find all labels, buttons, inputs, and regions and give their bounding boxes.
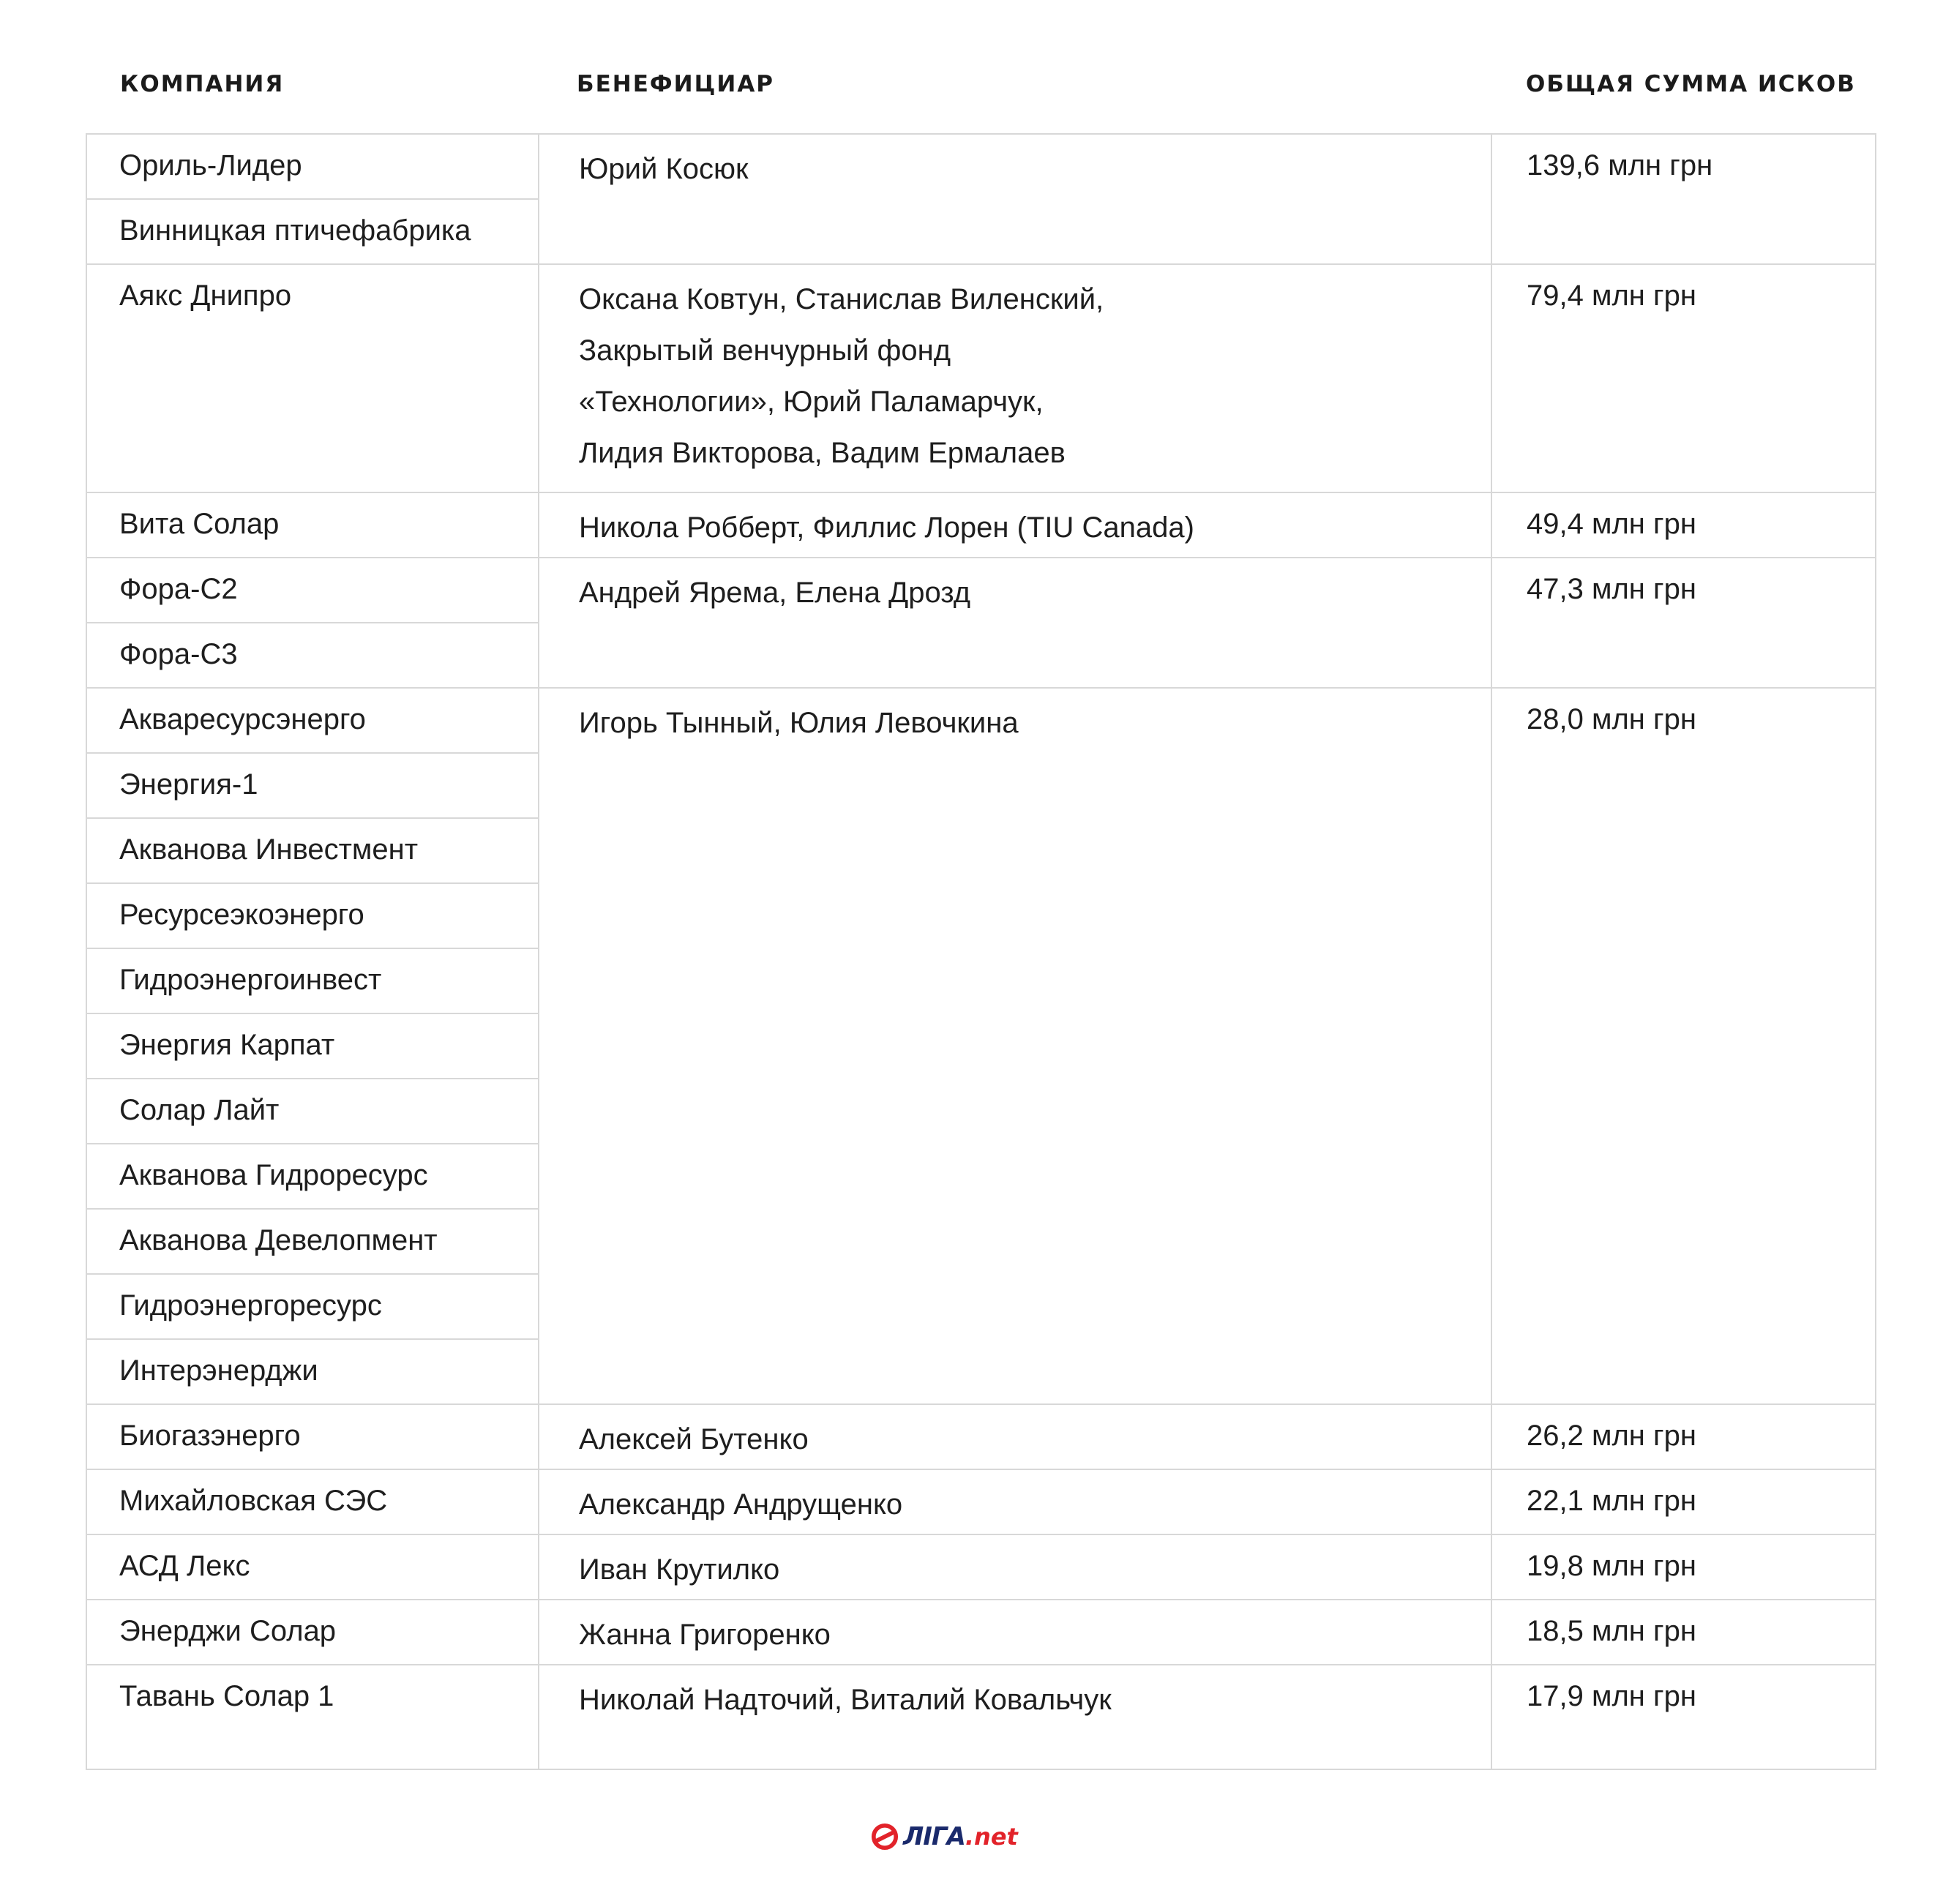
company-name: Фора-С2 <box>119 573 238 605</box>
company-name: Биогазэнерго <box>119 1420 301 1452</box>
beneficiary-name: Андрей Ярема, Елена Дрозд <box>579 577 971 609</box>
company-cell <box>87 884 538 949</box>
company-name: Михайловская СЭС <box>119 1485 388 1517</box>
company-cell <box>87 493 538 558</box>
company-name: Гидроэнергоинвест <box>119 964 382 996</box>
claims-total: 47,3 млн грн <box>1527 573 1696 605</box>
table-header <box>0 71 1943 106</box>
company-name: Акванова Инвестмент <box>119 833 419 866</box>
table-row <box>87 1470 1875 1535</box>
company-name: Акванова Гидроресурс <box>119 1159 428 1191</box>
claims-total: 28,0 млн грн <box>1527 703 1696 735</box>
claims-total: 139,6 млн грн <box>1527 149 1713 181</box>
header-total: ОБЩАЯ СУММА ИСКОВ <box>1526 71 1856 97</box>
claims-total: 26,2 млн грн <box>1527 1420 1696 1452</box>
company-name: Интерэнерджи <box>119 1354 318 1387</box>
beneficiary-name: Алексей Бутенко <box>579 1423 809 1455</box>
header-beneficiary: БЕНЕФИЦИАР <box>577 71 775 97</box>
beneficiary-name: Николай Надточий, Виталий Ковальчук <box>579 1684 1112 1716</box>
company-cell <box>87 819 538 884</box>
beneficiary-name: Жанна Григоренко <box>579 1619 831 1651</box>
beneficiary-name: Игорь Тынный, Юлия Левочкина <box>579 707 1019 739</box>
claims-total: 49,4 млн грн <box>1527 508 1696 540</box>
company-name: Ориль-Лидер <box>119 149 302 181</box>
table-row <box>87 1535 1875 1600</box>
company-cell <box>87 754 538 819</box>
table-row <box>87 265 1875 493</box>
company-name: Энергия-1 <box>119 768 258 801</box>
company-cell <box>87 265 538 493</box>
company-cell <box>87 1014 538 1079</box>
beneficiary-name: Иван Крутилко <box>579 1553 780 1586</box>
company-name: АСД Лекс <box>119 1550 250 1582</box>
company-name: Фора-С3 <box>119 638 238 670</box>
company-cell <box>87 1470 538 1535</box>
claims-total: 22,1 млн грн <box>1527 1485 1696 1517</box>
company-cell <box>87 1600 538 1665</box>
company-name: Ресурсеэкоэнерго <box>119 899 364 931</box>
table-row <box>87 1600 1875 1665</box>
company-cell <box>87 135 538 200</box>
company-cell <box>87 949 538 1014</box>
company-cell <box>87 200 538 265</box>
company-cell <box>87 1275 538 1340</box>
company-cell <box>87 558 538 623</box>
logo-suffix: .net <box>965 1823 1018 1851</box>
beneficiary-name: Оксана Ковтун, Станислав Виленский, Закрытый венчурный фонд «Технологии», Юрий Паламарчук, Лидия Викторова, Вадим Ермалаев <box>579 283 1104 469</box>
claims-total: 17,9 млн грн <box>1527 1680 1696 1712</box>
company-name: Солар Лайт <box>119 1094 280 1126</box>
logo-name: ЛIГА <box>903 1822 965 1851</box>
claims-total: 79,4 млн грн <box>1527 280 1696 312</box>
company-name: Энерджи Солар <box>119 1615 337 1647</box>
company-name: Акваресурсэнерго <box>119 703 366 735</box>
company-cell <box>87 623 538 689</box>
company-cell <box>87 1144 538 1210</box>
company-name: Тавань Солар 1 <box>119 1680 334 1712</box>
company-cell <box>87 689 538 754</box>
company-cell <box>87 1079 538 1144</box>
header-company: КОМПАНИЯ <box>120 71 285 97</box>
company-name: Аякс Днипро <box>119 280 292 312</box>
company-name: Акванова Девелопмент <box>119 1224 438 1256</box>
table-row <box>87 493 1875 558</box>
table-row <box>87 689 1875 1405</box>
company-name: Гидроэнергоресурс <box>119 1289 382 1322</box>
claims-table <box>86 133 1876 1770</box>
beneficiary-name: Александр Андрущенко <box>579 1488 903 1521</box>
company-name: Винницкая птичефабрика <box>119 214 471 247</box>
table-row <box>87 1405 1875 1470</box>
company-cell <box>87 1340 538 1405</box>
table-row <box>87 1665 1875 1731</box>
company-cell <box>87 1405 538 1470</box>
company-name: Энергия Карпат <box>119 1029 335 1061</box>
claims-total: 18,5 млн грн <box>1527 1615 1696 1647</box>
table-row <box>87 558 1875 689</box>
beneficiary-name: Юрий Косюк <box>579 153 749 185</box>
company-cell <box>87 1210 538 1275</box>
liga-logo-icon <box>871 1823 899 1851</box>
company-cell <box>87 1535 538 1600</box>
beneficiary-name: Никола Робберт, Филлис Лорен (TIU Canada) <box>579 511 1194 544</box>
claims-total: 19,8 млн грн <box>1527 1550 1696 1582</box>
company-name: Вита Солар <box>119 508 280 540</box>
company-cell <box>87 1665 538 1731</box>
liga-logo <box>871 1815 1018 1859</box>
table-row <box>87 135 1875 265</box>
